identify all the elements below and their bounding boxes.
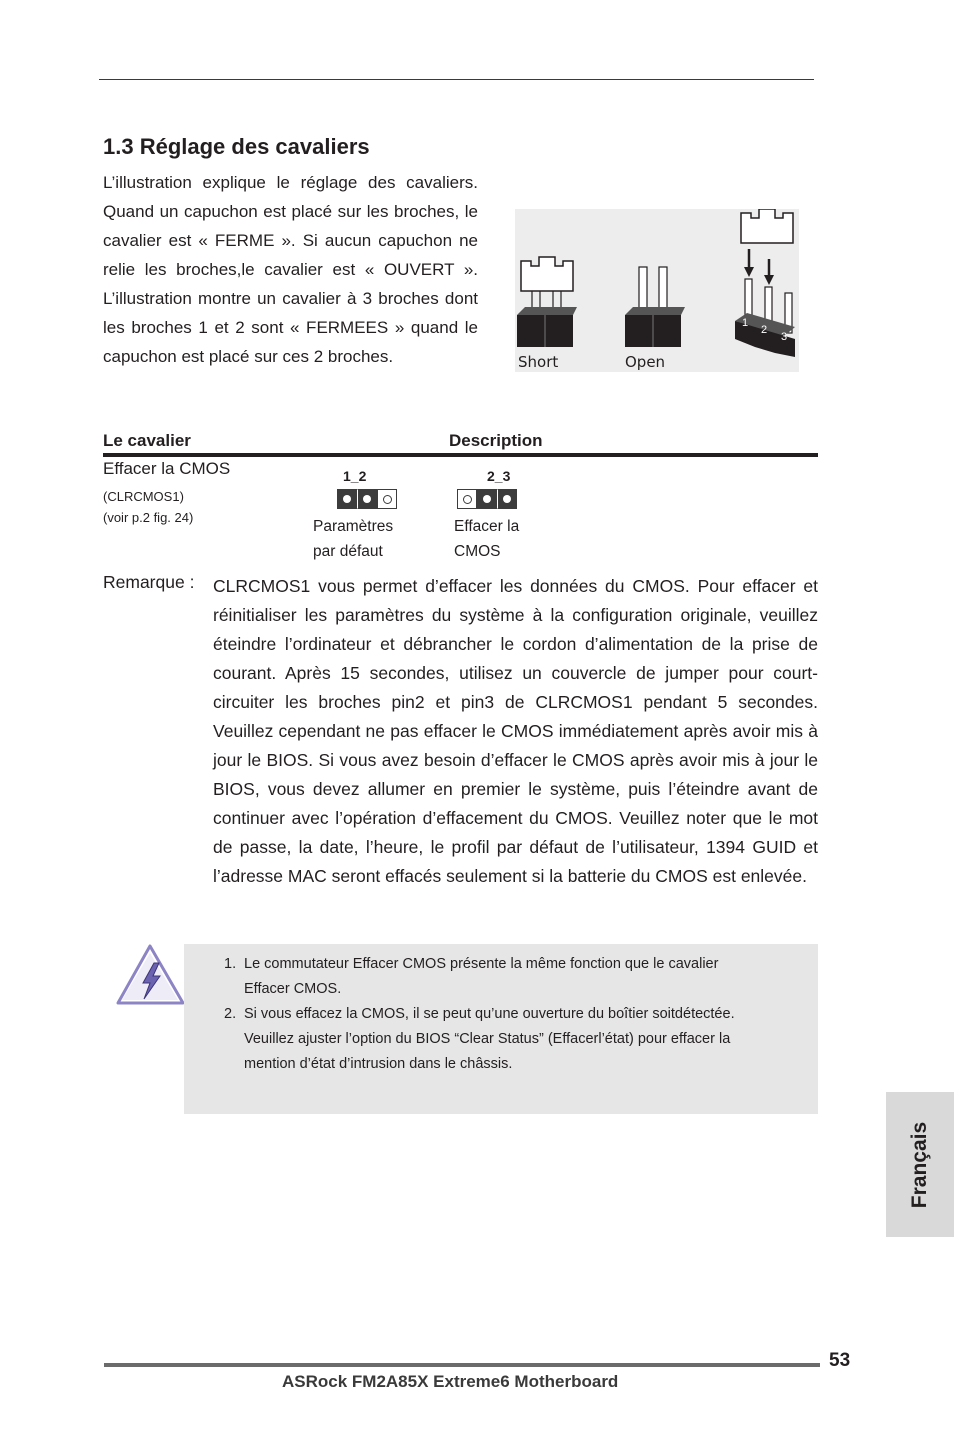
remark-label: Remarque : <box>103 572 195 592</box>
intro-paragraph: L’illustration explique le réglage des cavaliers. Quand un capuchon est placé sur les broches, le cavalier est « FERME ». Si aucun capuchon ne relie les broches,le cavalier est « OUVERT ». L’illustration montre un cavalier à 3 broches dont les broches 1 et 2 sont « FERMEES » quand le capuchon est placé sur ces 2 broches. <box>103 173 478 366</box>
pin-open <box>377 489 397 509</box>
col-jumper: Le cavalier <box>103 431 191 450</box>
col-description: Description <box>449 431 543 450</box>
language-tab-label: Français <box>908 1121 931 1208</box>
pin-open <box>457 489 477 509</box>
jumper-table-header <box>103 431 818 457</box>
note-item: 2. Si vous effacez la CMOS, il se peut qu’une ouverture du boîtier soitdétectée. Veuillez ajuster l’option du BIOS “Clear Status” (Effacerl’état) pour effacer la mention d’état d’intrusion dans le châssis. <box>224 1006 735 1072</box>
jumper-name: Effacer la CMOS <box>103 459 231 478</box>
jumper-illustration <box>515 209 799 372</box>
page-number: 53 <box>829 1350 851 1371</box>
pin-number-2: 2 <box>761 324 768 336</box>
setting1-pins-label: 1_2 <box>343 468 367 484</box>
setting2-pins-label: 2_3 <box>487 468 511 484</box>
warning-icon <box>116 943 186 1007</box>
jumper-id: (CLRCMOS1) <box>103 489 184 504</box>
note-item: 1. Le commutateur Effacer CMOS présente la même fonction que le cavalier Effacer CMOS. <box>224 956 719 997</box>
setting2-caption-line2: CMOS <box>454 543 501 560</box>
jumper-diagram <box>515 209 799 372</box>
pin-closed <box>497 489 517 509</box>
section-heading: 1.3 Réglage des cavaliers <box>103 134 370 159</box>
pin-closed <box>357 489 377 509</box>
notes-list <box>224 952 744 1077</box>
setting1-pin-diagram <box>337 489 397 509</box>
top-rule <box>99 79 814 80</box>
remark-text: CLRCMOS1 vous permet d’effacer les données du CMOS. Pour effacer et réinitialiser les paramètres du système à la configuration originale, veuillez éteindre l’ordinateur et débrancher le cordon d’alimentation de la prise de courant. Après 15 secondes, utilisez un couvercle de jumper pour court-circuiter les broches pin2 et pin3 de CLRCMOS1 pendant 5 secondes. Veuillez cependant ne pas effacer le CMOS immédiatement après avoir mis à jour le BIOS. Si vous avez besoin d’effacer le CMOS après avoir mis à jour le BIOS, vous devez allumer en premier le système, puis l’éteindre avant de continuer avec l’opération d’effacement du CMOS. Veuillez noter que le mot de passe, la date, l’heure, le profil par défaut de l’utilisateur, 1394 GUID et l’adresse MAC seront effacés seulement si la batterie du CMOS est enlevée. <box>213 576 818 886</box>
setting2-pin-diagram <box>457 489 517 509</box>
label-short: Short <box>518 353 559 371</box>
label-open: Open <box>625 353 666 371</box>
jumper-reference: (voir p.2 fig. 24) <box>103 510 194 525</box>
pin-closed <box>477 489 497 509</box>
setting1-caption-line2: par défaut <box>313 543 383 560</box>
setting2-caption-line1: Effacer la <box>454 518 520 535</box>
pin-number-3: 3 <box>781 331 788 343</box>
setting1-caption-line1: Paramètres <box>313 518 394 535</box>
short-jumper <box>517 257 577 347</box>
footer-product-name: ASRock FM2A85X Extreme6 Motherboard <box>282 1372 619 1391</box>
note-box <box>184 944 818 1114</box>
language-tab <box>886 1092 954 1237</box>
pin-number-1: 1 <box>742 317 749 329</box>
footer-rule <box>104 1363 820 1367</box>
open-jumper <box>625 267 685 347</box>
pin-closed <box>337 489 357 509</box>
